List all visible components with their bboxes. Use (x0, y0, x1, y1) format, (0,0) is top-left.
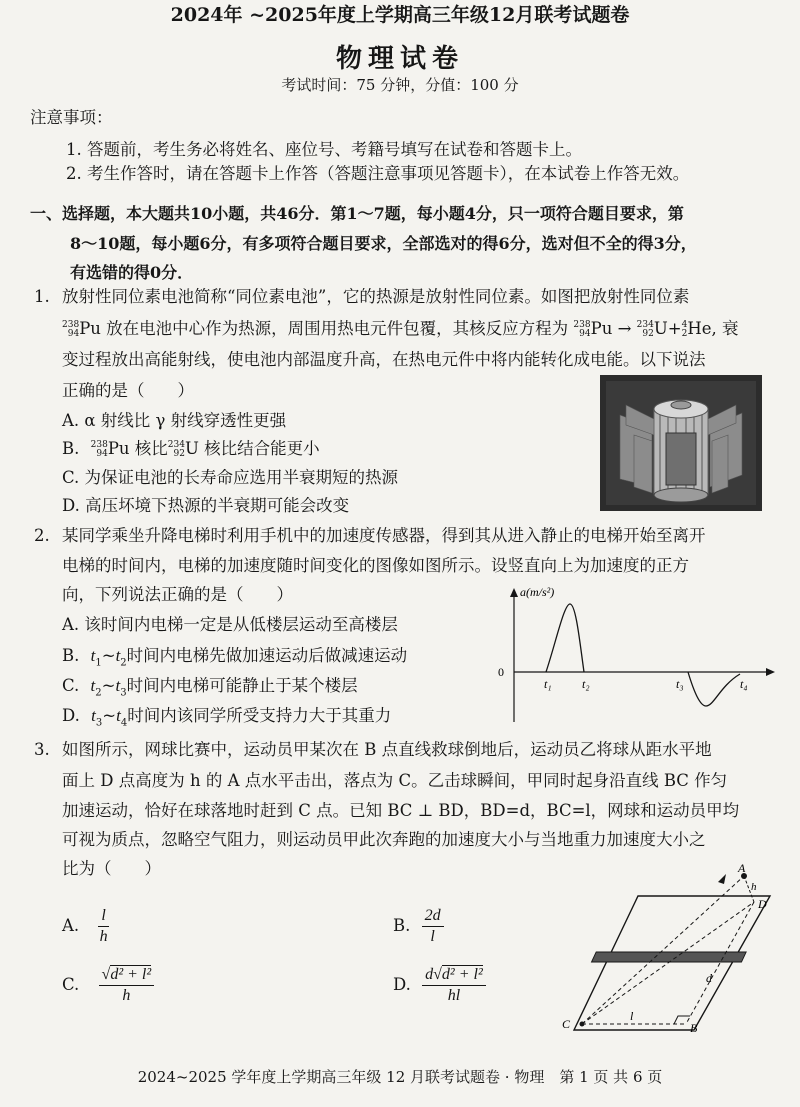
graph-negative-pulse (688, 672, 740, 706)
notice-item-2: 2. 考生作答时，请在答题卡上作答（答题注意事项见答题卡），在本试卷上作答无效。 (66, 164, 690, 183)
q1-optb-pu-atomic: 94 (96, 448, 108, 459)
q3-option-d-radicand: d² + l² (441, 966, 483, 983)
section1-line-1: 一、选择题，本大题共10小题，共46分．第1～7题，每小题4分，只一项符合题目要求，第 (30, 204, 684, 223)
label-h: h (751, 881, 757, 893)
q2-option-c-sub-end: 3 (120, 687, 127, 699)
q2-option-d-sub-end: 4 (120, 717, 128, 729)
q2-option-d-sub-start: 3 (95, 717, 103, 729)
q3-option-c-denominator: h (122, 987, 131, 1004)
q3-line-5: 比为（ ） (62, 859, 161, 878)
q3-option-c-label: C. (62, 975, 80, 994)
q1-option-a: A. α 射线比 γ 射线穿透性更强 (62, 411, 287, 430)
q2-number: 2. (34, 526, 50, 545)
q3-number: 3. (34, 740, 50, 759)
q3-option-a-fraction (98, 906, 108, 947)
q3-option-b-label: B. (393, 916, 411, 935)
q3-option-a-numerator: l (98, 906, 108, 927)
q3-option-b (393, 906, 444, 947)
q1-option-b-text1: Pu 核比 (107, 439, 168, 458)
graph-y-arrow-icon (510, 588, 518, 597)
q2-option-b-label: B. (62, 646, 80, 665)
q1-line-2a: Pu 放在电池中心作为热源，周围用热电元件包覆，其核反应方程为 (79, 319, 569, 338)
q3-option-d-fraction (422, 965, 486, 1006)
q3-option-c-numerator (99, 965, 155, 986)
q3-option-d-denominator: hl (447, 987, 461, 1004)
q3-option-d (393, 965, 486, 1006)
ball-direction-arrow-icon (718, 874, 726, 884)
label-b: B (690, 1021, 698, 1035)
q2-option-d-tilde: ~ (102, 706, 117, 725)
q2-line-1: 某同学乘坐升降电梯时利用手机中的加速度传感器，得到其从进入静止的电梯开始至离开 (62, 526, 706, 545)
graph-origin-label: 0 (498, 665, 504, 679)
q1-eq-he-mass: 4 (681, 319, 688, 330)
q2-option-c-label: C. (62, 676, 80, 695)
q1-line-1: 放射性同位素电池简称“同位素电池”，它的热源是放射性同位素。如图把放射性同位素 (62, 287, 690, 306)
q3-line-2: 面上 D 点高度为 h 的 A 点水平击出，落点为 C。乙击球瞬间，甲同时起身沿直线 BC 作匀 (62, 771, 728, 790)
q1-pu-atomic: 94 (67, 328, 80, 339)
subject-title: 物理试卷 (335, 44, 464, 74)
q1-option-b-label: B. (62, 439, 80, 458)
q2-line-2: 电梯的时间内，电梯的加速度随时间变化的图像如图所示。设竖直向上为加速度的正方 (62, 556, 689, 575)
q1-eq-u-mass: 234 (636, 319, 654, 330)
q2-option-d-t-end: t (116, 706, 121, 725)
label-d-point: D (758, 897, 767, 911)
sqrt-sign-icon: √ (433, 966, 442, 983)
q3-option-d-label: D. (393, 975, 411, 994)
exam-time-info: 考试时间：75 分钟，分值：100 分 (281, 76, 519, 94)
q1-line-4: 正确的是（ ） (62, 381, 194, 400)
page-footer: 2024~2025 学年度上学期高三年级 12 月联考试题卷 · 物理 第 1 页 共 6 页 (137, 1068, 663, 1086)
q2-option-b (62, 645, 407, 674)
q2-option-c-text: 时间内电梯可能静止于某个楼层 (126, 676, 358, 695)
q2-option-c-t-end: t (115, 676, 121, 695)
ball-path-line (582, 902, 754, 1024)
q3-line-4: 可视为质点，忽略空气阻力，则运动员甲此次奔跑的加速度大小与当地重力加速度大小之 (62, 830, 706, 849)
q2-option-d-t-start: t (91, 706, 96, 725)
notice-heading: 注意事项： (30, 108, 113, 127)
q3-option-a-denominator: h (99, 928, 108, 945)
q2-option-b-t-end: t (115, 646, 121, 665)
q2-option-c-t-start: t (90, 676, 96, 695)
q1-line-2 (62, 318, 738, 340)
q1-eq-pu-atomic: 94 (579, 328, 591, 339)
q1-optb-u-atomic: 92 (173, 448, 185, 459)
exam-title: 2024年 ~2025年度上学期高三年级12月联考试题卷 (170, 4, 630, 26)
sqrt-sign-icon: √ (101, 966, 111, 983)
q1-line-2b: Pu → (590, 319, 632, 338)
q3-line-1: 如图所示，网球比赛中，运动员甲某次在 B 点直线救球倒地后，运动员乙将球从距水平地 (62, 740, 712, 759)
label-l: l (630, 1009, 634, 1023)
graph-x-arrow-icon (766, 668, 775, 676)
label-a: A (738, 861, 746, 875)
q1-line-2d: He, 衰 (687, 319, 739, 338)
q3-option-c (62, 965, 154, 1006)
q1-line-3: 变过程放出高能射线，使电池内部温度升高，在热电元件中将内能转化成电能。以下说法 (62, 350, 706, 369)
q2-option-c-tilde: ~ (101, 676, 116, 695)
q1-option-b-text2: U 核比结合能更小 (184, 439, 320, 458)
graph-t3-label: t₃ (676, 677, 684, 691)
label-d-length: d (706, 971, 712, 985)
q2-option-c (62, 675, 358, 704)
q2-option-c-sub-start: 2 (95, 687, 102, 699)
q3-option-b-fraction (422, 906, 444, 947)
q1-optb-u-mass: 234 (167, 439, 185, 450)
q2-option-d (62, 705, 391, 734)
q1-eq-pu-mass: 238 (573, 319, 591, 330)
q1-eq-he-atomic: 2 (681, 328, 688, 339)
q2-option-d-label: D. (62, 706, 80, 725)
q2-option-b-sub-start: 1 (95, 657, 102, 669)
q1-option-c: C. 为保证电池的长寿命应选用半衰期短的热源 (62, 468, 399, 487)
notice-item-1: 1. 答题前，考生务必将姓名、座位号、考籍号填写在试卷和答题卡上。 (66, 140, 582, 159)
q2-option-b-tilde: ~ (101, 646, 116, 665)
q2-option-d-text: 时间内该同学所受支持力大于其重力 (127, 706, 392, 725)
q3-option-c-fraction (99, 965, 155, 1006)
q2-option-b-t-start: t (90, 646, 96, 665)
isotope-battery-photo (600, 375, 762, 511)
q2-option-b-sub-end: 2 (120, 657, 127, 669)
label-c: C (562, 1017, 571, 1031)
court-outline (574, 896, 770, 1030)
q3-option-a (62, 906, 109, 947)
point-c (580, 1022, 585, 1027)
q3-option-d-numerator (422, 965, 486, 986)
q1-line-2c: U+ (653, 319, 682, 338)
graph-positive-pulse (546, 604, 584, 672)
q2-acceleration-graph (490, 582, 780, 727)
trajectory-line (582, 876, 744, 1024)
q1-option-b (62, 438, 320, 460)
q3-option-d-coefficient: d (425, 966, 434, 983)
q3-option-c-radicand: d² + l² (110, 966, 152, 983)
q3-line-3: 加速运动，恰好在球落地时赶到 C 点。已知 BC ⊥ BD，BD=d，BC=l，网球和运动员甲均 (62, 801, 740, 820)
q2-option-a: A. 该时间内电梯一定是从低楼层运动至高楼层 (62, 615, 398, 634)
q2-line-3: 向，下列说法正确的是（ ） (62, 585, 293, 604)
graph-t2-label: t₂ (582, 677, 590, 691)
q3-option-b-numerator: 2d (422, 906, 444, 927)
q3-tennis-court-diagram (548, 858, 780, 1040)
section1-line-3: 有选错的得0分． (70, 263, 194, 282)
section1-line-2: 8～10题，每小题6分，有多项符合题目要求，全部选对的得6分，选对但不全的得3分， (70, 234, 697, 253)
right-angle-mark (674, 1016, 690, 1024)
q1-optb-pu-mass: 238 (90, 439, 108, 450)
q1-number: 1. (34, 287, 50, 306)
graph-t1-label: t₁ (544, 677, 552, 691)
q1-option-d: D. 高压坏境下热源的半衰期可能会改变 (62, 496, 350, 515)
q3-option-a-label: A. (62, 916, 80, 935)
graph-t4-label: t₄ (740, 677, 748, 691)
q2-option-b-text: 时间内电梯先做加速运动后做减速运动 (126, 646, 408, 665)
q1-pu-mass: 238 (62, 319, 80, 330)
q1-eq-u-atomic: 92 (642, 328, 654, 339)
graph-y-label: a(m/s²) (520, 585, 555, 599)
q3-option-b-denominator: l (430, 928, 435, 945)
